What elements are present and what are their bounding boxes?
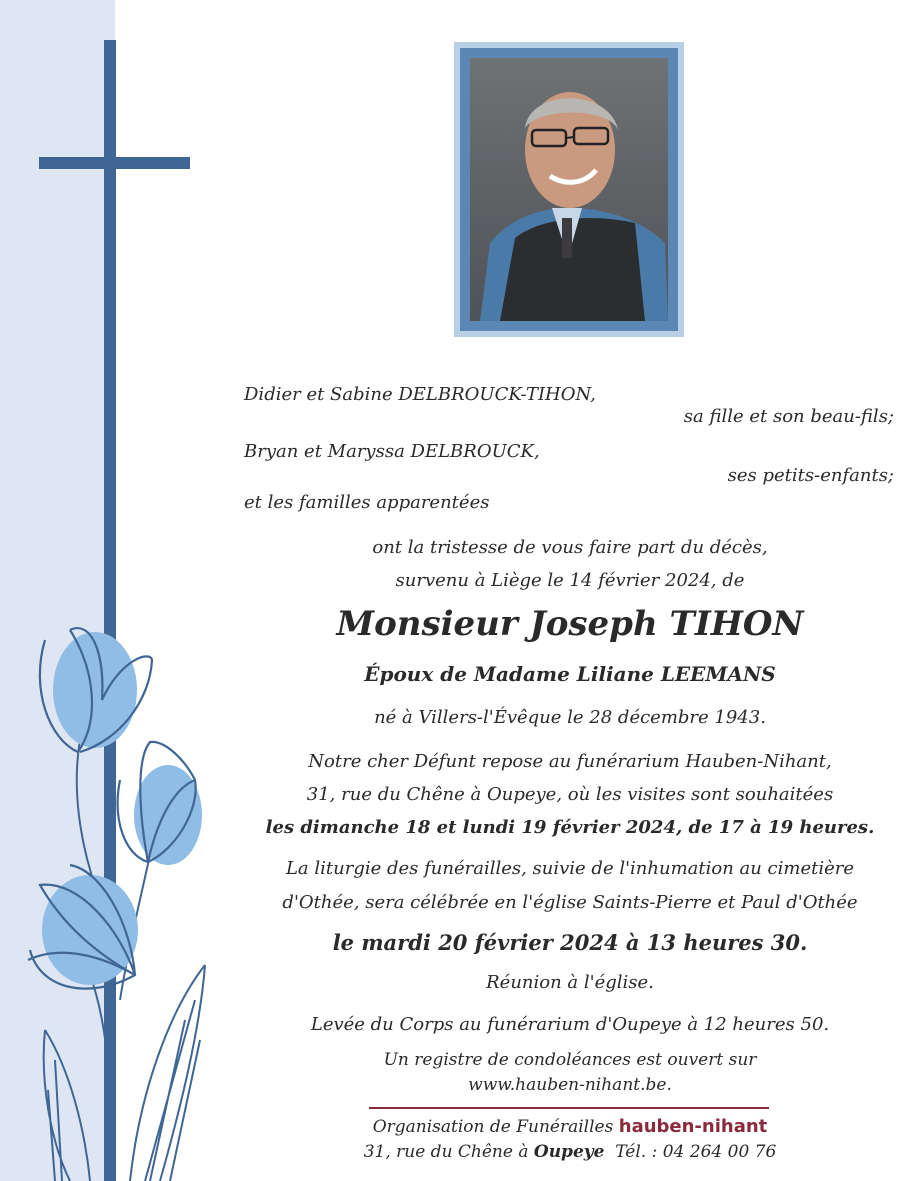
leaf-outline [44, 1030, 90, 1181]
visits-line-1: Notre cher Défunt repose au funérarium Hauben-Nihant, [308, 751, 832, 772]
deceased-name: Monsieur Joseph TIHON [336, 604, 804, 644]
visits-line-2: 31, rue du Chêne à Oupeye, où les visites sont souhaitées [306, 784, 834, 805]
tulip-petal [53, 632, 137, 748]
brand-logo: hauben-nihant [618, 1116, 768, 1137]
funeral-line-2: d'Othée, sera célébrée en l'église Saints-Pierre et Paul d'Othée [282, 892, 858, 913]
cross-vertical [104, 40, 116, 1181]
announcement-line-1: ont la tristesse de vous faire part du décès, [372, 537, 768, 558]
funeral-date: le mardi 20 février 2024 à 13 heures 30. [332, 930, 808, 955]
portrait-photo [470, 58, 668, 321]
announcement-line-2: survenu à Liège le 14 février 2024, de [395, 570, 745, 591]
funeral-line-1: La liturgie des funérailles, suivie de l'inhumation au cimetière [285, 858, 855, 879]
portrait-border [460, 48, 678, 331]
footer-phone: Tél. : 04 264 00 76 [615, 1142, 777, 1162]
family-relation-2: ses petits-enfants; [727, 465, 894, 486]
family-line-1: Didier et Sabine DELBROUCK-TIHON, [244, 384, 596, 405]
registry-link[interactable]: www.hauben-nihant.be. [468, 1075, 672, 1095]
footer-organisation [220, 1116, 918, 1137]
footer-address-prefix: 31, rue du Chêne à [363, 1142, 529, 1162]
family-relation-1: sa fille et son beau-fils; [683, 406, 894, 427]
footer-org-prefix: Organisation de Funérailles [372, 1117, 614, 1137]
tulip-petal [134, 765, 202, 865]
family-line-3: et les familles apparentées [244, 492, 490, 513]
cross-horizontal [39, 157, 190, 169]
footer-address [220, 1142, 918, 1162]
visits-dates: les dimanche 18 et lundi 19 février 2024, de 17 à 19 heures. [265, 817, 875, 838]
meeting-line: Réunion à l'église. [486, 972, 654, 993]
spouse-line: Époux de Madame Liliane LEEMANS [364, 662, 776, 686]
levee-line: Levée du Corps au funérarium d'Oupeye à 12 heures 50. [310, 1014, 830, 1035]
family-line-2: Bryan et Maryssa DELBROUCK, [244, 441, 540, 462]
leaf-outline [130, 965, 205, 1181]
registry-line-1: Un registre de condoléances est ouvert sur [383, 1050, 757, 1070]
birth-line: né à Villers-l'Évêque le 28 décembre 1943. [374, 707, 766, 728]
portrait-frame [454, 42, 684, 337]
footer-divider [369, 1107, 769, 1109]
footer-city: Oupeye [533, 1142, 605, 1162]
